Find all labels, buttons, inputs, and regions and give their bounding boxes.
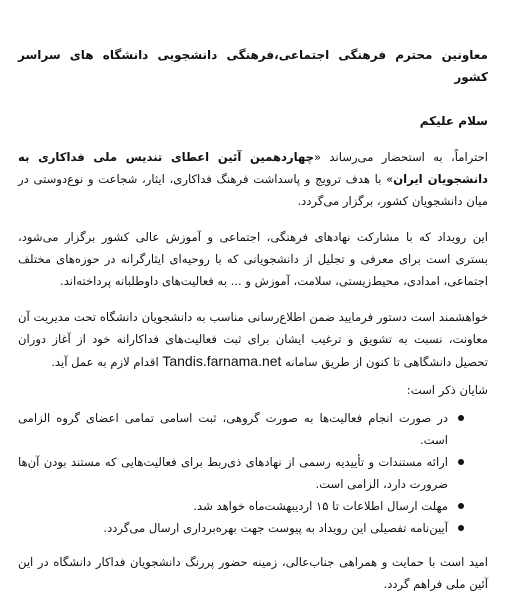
note-text: ارائه مستندات و تأییدیه رسمی از نهادهای ذی‌ربط برای فعالیت‌هایی که مستند بودن آن‌ها ضرورت دارد، الزامی است. [18, 455, 448, 491]
letter-heading: معاونین محترم فرهنگی اجتماعی،فرهنگی دانشجویی دانشگاه های سراسر کشور [18, 48, 488, 84]
bullet-icon [458, 459, 464, 465]
announcement-rest: » با هدف ترویج و پاسداشت فرهنگ فداکاری، ایثار، شجاعت و نوع‌دوستی در میان دانشجویان کشور، برگزار می‌گردد. [18, 172, 488, 208]
closing-paragraph: امید است با حمایت و همراهی جناب‌عالی، زمینه حضور پررنگ دانشجویان فداکار دانشگاه در این آئین ملی فراهم گردد. [18, 555, 488, 591]
letter-document [18, 18, 488, 600]
paragraph-description: این رویداد که با مشارکت نهادهای فرهنگی، اجتماعی و آموزش عالی کشور برگزار می‌شود، بستری است برای معرفی و تجلیل از دانشجویانی که با روحیه‌ای ایثارگرانه در حوزه‌های مختلف اجتماعی، امدادی، محیط‌زیستی، سلامت، آموزش و ... به فعالیت‌های داوطلبانه پرداخته‌اند. [18, 230, 488, 288]
event-name: چهاردهمین آئین اعطای تندیس ملی فداکاری به دانشجویان ایران [18, 150, 489, 186]
notes-list-item [18, 495, 464, 517]
request-before: خواهشمند است دستور فرمایید ضمن اطلاع‌رسانی مناسب به دانشجویان دانشگاه تحت مدیریت آن معاونت، نسبت به تشویق و ترغیب ایشان برای ثبت فعالیت‌های فداکارانه خود از آغاز دوران تحصیل دانشگاهی تا کنون از طریق سامانه [18, 310, 488, 369]
registration-website: Tandis.farnama.net [162, 353, 282, 369]
bullet-icon [458, 415, 464, 421]
bullet-icon [458, 525, 464, 531]
notes-list-item [18, 451, 464, 495]
notes-list-item [18, 517, 464, 539]
greeting-line: سلام علیکم [419, 114, 488, 128]
note-text: در صورت انجام فعالیت‌ها به صورت گروهی، ثبت اسامی تمامی اعضای گروه الزامی است. [18, 411, 448, 447]
note-text: آیین‌نامه تفصیلی این رویداد به پیوست جهت بهره‌برداری ارسال می‌گردد. [103, 521, 448, 535]
paragraph-request [18, 306, 488, 373]
paragraph-announcement [18, 146, 488, 212]
notes-intro: شایان ذکر است: [406, 383, 488, 397]
bullet-icon [458, 503, 464, 509]
notes-list-item [18, 407, 464, 451]
note-text: مهلت ارسال اطلاعات تا ۱۵ اردیبهشت‌ماه خواهد شد. [193, 499, 448, 513]
request-after: اقدام لازم به عمل آید. [51, 355, 163, 369]
announcement-lead: احتراماً، به استحضار می‌رساند « [313, 150, 488, 164]
notes-list [18, 407, 464, 539]
